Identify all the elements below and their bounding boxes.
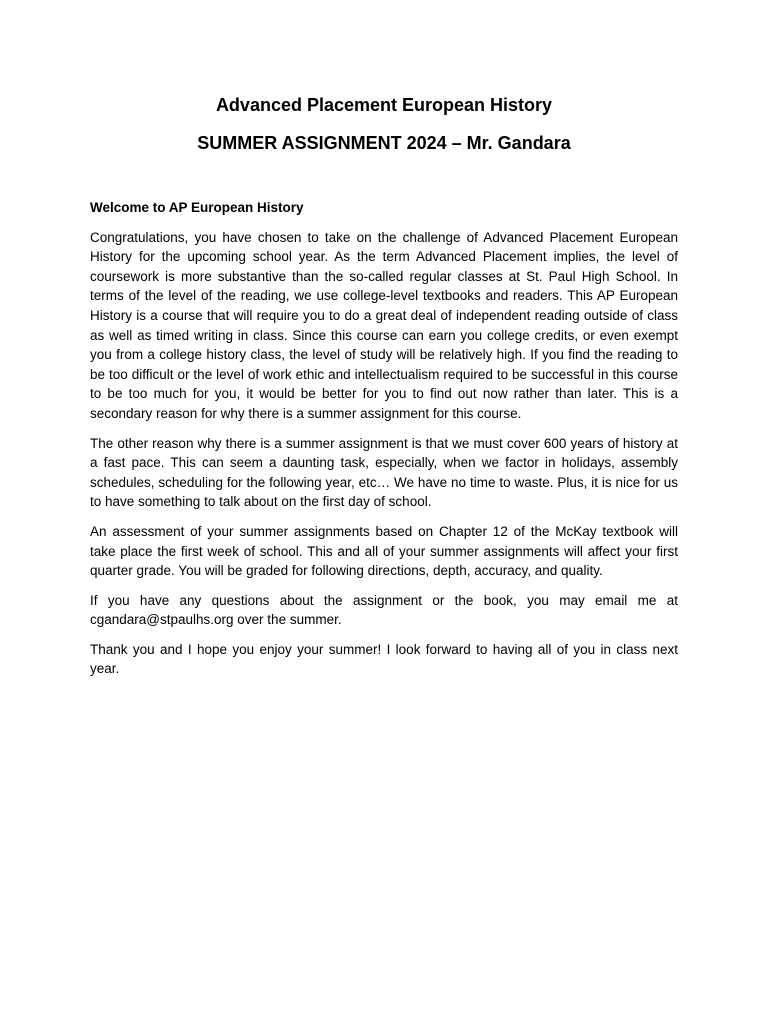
document-title: Advanced Placement European History — [215, 95, 553, 115]
paragraph-contact: If you have any questions about the assignment or the book, you may email me at cgandara@stpaulhs.org over the summer. — [90, 592, 678, 628]
paragraph-closing: Thank you and I hope you enjoy your summer! I look forward to having all of you in class next year. — [90, 641, 678, 677]
paragraph-reason: The other reason why there is a summer assignment is that we must cover 600 years of history at a fast pace. This can seem a daunting task, especially, when we factor in holidays, assembly schedules, scheduling for the following year, etc… We have no time to waste. Plus, it is nice for us to have something to talk about on the first day of school. — [90, 435, 678, 510]
document-subtitle: SUMMER ASSIGNMENT 2024 – Mr. Gandara — [197, 133, 571, 153]
section-heading: Welcome to AP European History — [90, 200, 304, 215]
paragraph-intro: Congratulations, you have chosen to take on the challenge of Advanced Placement European History for the upcoming school year. As the term Advanced Placement implies, the level of coursework is more substantive than the so-called regular classes at St. Paul High School. In terms of the level of the reading, we use college-level textbooks and readers. This AP European History is a course that will require you to do a great deal of independent reading outside of class as well as timed writing in class. Since this course can earn you college credits, or even exempt you from a college history class, the level of study will be relatively high. If you find the reading to be too difficult or the level of work ethic and intellectualism required to be successful in this course to be too much for you, it would be better for you to find out now rather than later. This is a secondary reason for why there is a summer assignment for this course. — [90, 229, 678, 421]
paragraph-assessment: An assessment of your summer assignments based on Chapter 12 of the McKay textbook will take place the first week of school. This and all of your summer assignments will affect your first quarter grade. You will be graded for following directions, depth, accuracy, and quality. — [90, 523, 678, 579]
document-body — [90, 198, 678, 689]
